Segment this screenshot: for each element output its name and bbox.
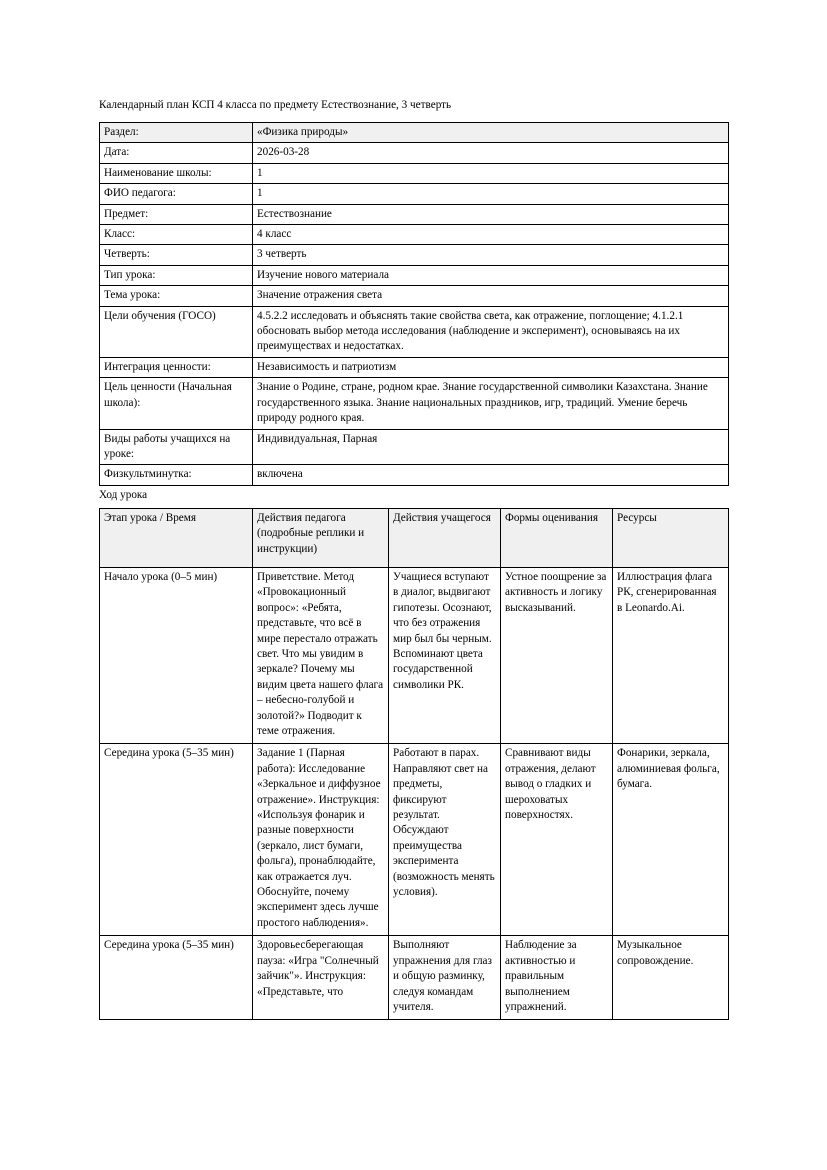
info-value: Знание о Родине, стране, родном крае. Знание государственной символики Казахстана. Знание государственного языка. Знание национальных праздников, игр, традиций. Умение беречь природу родного края. — [253, 378, 729, 429]
table-row — [100, 744, 729, 936]
cell-stage: Середина урока (5–35 мин) — [100, 936, 253, 1020]
cell-resources: Музыкальное сопровождение. — [613, 936, 729, 1020]
table-row — [100, 163, 729, 183]
cell-assessment: Сравнивают виды отражения, делают вывод о гладких и шероховатых поверхностях. — [501, 744, 613, 936]
column-header-stage: Этап урока / Время — [100, 508, 253, 567]
table-header-row — [100, 508, 729, 567]
table-row — [100, 429, 729, 465]
column-header-resources: Ресурсы — [613, 508, 729, 567]
cell-resources: Фонарики, зеркала, алюминиевая фольга, бумага. — [613, 744, 729, 936]
table-row — [100, 204, 729, 224]
lesson-flow-body — [100, 567, 729, 1019]
info-label: Тема урока: — [100, 286, 253, 306]
info-value: «Физика природы» — [253, 123, 729, 143]
info-value: Индивидуальная, Парная — [253, 429, 729, 465]
info-value: Независимость и патриотизм — [253, 357, 729, 377]
lesson-info-body — [100, 123, 729, 486]
info-label: Наименование школы: — [100, 163, 253, 183]
cell-assessment: Устное поощрение за активность и логику высказываний. — [501, 567, 613, 743]
cell-resources: Иллюстрация флага РК, сгенерированная в Leonardo.Ai. — [613, 567, 729, 743]
info-value: 1 — [253, 163, 729, 183]
table-row — [100, 306, 729, 357]
cell-student-actions: Работают в парах. Направляют свет на предметы, фиксируют результат. Обсуждают преимущества эксперимента (возможность менять условия). — [389, 744, 501, 936]
info-value: Изучение нового материала — [253, 265, 729, 285]
info-label: Предмет: — [100, 204, 253, 224]
table-row — [100, 265, 729, 285]
info-label: Четверть: — [100, 245, 253, 265]
cell-student-actions: Учащиеся вступают в диалог, выдвигают гипотезы. Осознают, что без отражения мир был бы черным. Вспоминают цвета государственной символики РК. — [389, 567, 501, 743]
info-label: Физкультминутка: — [100, 465, 253, 485]
page-content — [99, 98, 728, 1020]
table-row — [100, 245, 729, 265]
cell-teacher-actions: Здоровьесберегающая пауза: «Игра "Солнечный зайчик"». Инструкция: «Представьте, что — [253, 936, 389, 1020]
table-row — [100, 286, 729, 306]
cell-teacher-actions: Приветствие. Метод «Провокационный вопрос»: «Ребята, представьте, что всё в мире перестало отражать свет. Что мы увидим в зеркале? Почему мы видим цвета нашего флага – небесно-голубой и золотой?» Подводит к теме отражения. — [253, 567, 389, 743]
info-value: 4 класс — [253, 225, 729, 245]
info-value: 1 — [253, 184, 729, 204]
table-row — [100, 184, 729, 204]
cell-teacher-actions: Задание 1 (Парная работа): Исследование «Зеркальное и диффузное отражение». Инструкция: «Используя фонарик и разные поверхности (зеркало, лист бумаги, фольга), пронаблюдайте, как отражается луч. Обоснуйте, почему эксперимент здесь лучше простого наблюдения». — [253, 744, 389, 936]
table-row — [100, 465, 729, 485]
info-label: Тип урока: — [100, 265, 253, 285]
info-value: включена — [253, 465, 729, 485]
table-row — [100, 378, 729, 429]
table-row — [100, 567, 729, 743]
info-label: Виды работы учащихся на уроке: — [100, 429, 253, 465]
info-label: Дата: — [100, 143, 253, 163]
info-label: Цель ценности (Начальная школа): — [100, 378, 253, 429]
column-header-assessment: Формы оценивания — [501, 508, 613, 567]
section-caption-lesson-flow: Ход урока — [99, 488, 148, 501]
lesson-flow-header — [100, 508, 729, 567]
column-header-teacher-actions: Действия педагога (подробные реплики и инструкции) — [253, 508, 389, 567]
table-row — [100, 357, 729, 377]
column-header-student-actions: Действия учащегося — [389, 508, 501, 567]
info-value: Естествознание — [253, 204, 729, 224]
lesson-flow-table — [99, 508, 729, 1021]
info-label: Класс: — [100, 225, 253, 245]
info-value: 4.5.2.2 исследовать и объяснять такие свойства света, как отражение, поглощение; 4.1.2.1 обосновать выбор метода исследования (наблюдение и эксперимент), основываясь на их преимуществах и недостатках. — [253, 306, 729, 357]
cell-stage: Начало урока (0–5 мин) — [100, 567, 253, 743]
info-value: 3 четверть — [253, 245, 729, 265]
table-row — [100, 936, 729, 1020]
cell-assessment: Наблюдение за активностью и правильным выполнением упражнений. — [501, 936, 613, 1020]
info-label: Раздел: — [100, 123, 253, 143]
lesson-info-table — [99, 122, 729, 486]
table-row — [100, 143, 729, 163]
page-title: Календарный план КСП 4 класса по предмету Естествознание, 3 четверть — [99, 99, 452, 111]
table-row — [100, 123, 729, 143]
info-label: Интеграция ценности: — [100, 357, 253, 377]
table-row — [100, 225, 729, 245]
info-value: 2026-03-28 — [253, 143, 729, 163]
cell-stage: Середина урока (5–35 мин) — [100, 744, 253, 936]
info-label: Цели обучения (ГОСО) — [100, 306, 253, 357]
info-value: Значение отражения света — [253, 286, 729, 306]
info-label: ФИО педагога: — [100, 184, 253, 204]
cell-student-actions: Выполняют упражнения для глаз и общую разминку, следуя командам учителя. — [389, 936, 501, 1020]
